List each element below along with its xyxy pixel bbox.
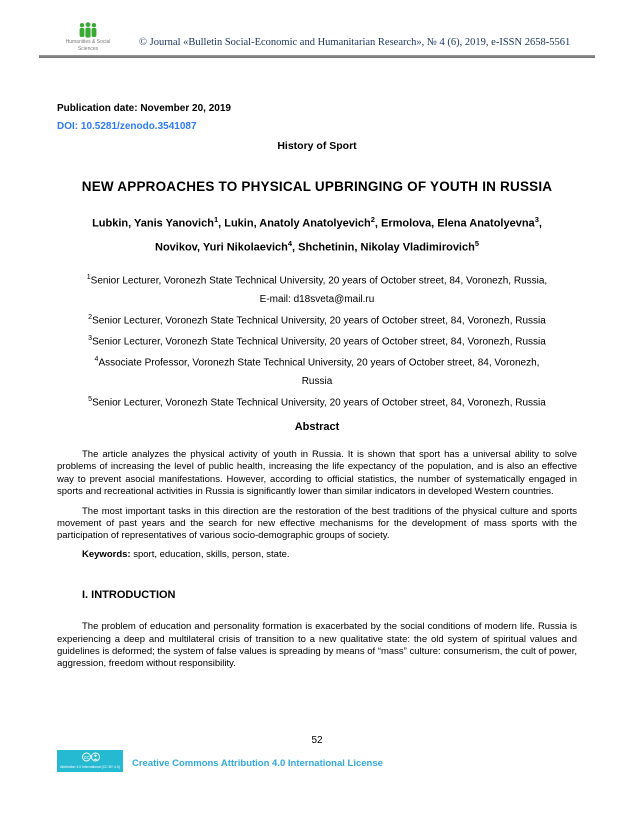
page-number: 52 — [311, 735, 323, 746]
affiliation: $^5$Senior Lecturer, Voronezh State Technical University, 20 years of October street, 84, Voronezh, Russia — [88, 395, 546, 408]
abstract-heading: Abstract — [294, 420, 340, 433]
affiliation: $^4$Associate Professor, Voronezh State Technical University, 20 years of October street, 84, Voronezh, Russia — [94, 356, 540, 387]
publication-date: Publication date: November 20, 2019 — [57, 103, 231, 114]
author-name: Lukin, Anatoly Anatolyevich — [224, 217, 371, 230]
authors — [20, 210, 614, 257]
affiliation-number: 2 — [88, 313, 93, 321]
affiliation: $^1$Senior Lecturer, Voronezh State Technical University, 20 years of October street, 84, Voronezh, Russia, E-mail: d18sveta@mail.ru — [86, 274, 548, 305]
affiliation: $^2$Senior Lecturer, Voronezh State Technical University, 20 years of October street, 84, Voronezh, Russia — [88, 313, 546, 326]
author-line: Lubkin, Yanis Yanovich$^1$, Lukin, Anatoly Anatolyevich$^2$, Ermolova, Elena Anatolyevna$^3$, — [92, 215, 542, 230]
author-affiliation-ref: 5 — [474, 238, 479, 248]
journal-section-label: History of Sport — [277, 140, 357, 152]
cc-badge-caption: Attribution 4.0 International (CC BY 4.0) — [60, 765, 120, 770]
author-affiliation-ref: 1 — [213, 215, 219, 224]
keywords-line — [57, 549, 577, 561]
section-heading-introduction: I. INTRODUCTION — [82, 589, 176, 602]
cc-symbol: cc — [83, 755, 90, 761]
author-name: Lubkin, Yanis Yanovich — [92, 217, 214, 230]
keywords-text: sport, education, skills, person, state. — [130, 548, 290, 560]
affiliation-number: 4 — [94, 356, 99, 364]
affiliations — [82, 269, 552, 412]
article-title: NEW APPROACHES TO PHYSICAL UPBRINGING OF YOUTH IN RUSSIA — [81, 179, 553, 194]
author-affiliation-ref: 4 — [287, 238, 293, 248]
article-meta — [57, 102, 577, 153]
author-affiliation-ref: 2 — [370, 215, 375, 224]
abstract-paragraphs — [57, 449, 577, 543]
paragraph: The most important tasks in this direction are the restoration of the best traditions of the physical culture and sports movement of past years and the search for new effective mechanisms for the development of mass sports with the participation of representatives of various socio-demographic groups of society. — [57, 505, 577, 542]
paragraph: The problem of education and personality formation is exacerbated by the social conditions of modern life. Russia is experiencing a deep and multilateral crisis of transition to a new qualitative state: the old system of spiritual values and guidelines is deformed; the system of false values is spreading by means of “mass” culture: consumerism, the cult of power, aggression, freedom without responsibility. — [57, 621, 577, 670]
logo-caption-line1: Humanities & Social — [65, 39, 111, 45]
affiliation: $^3$Senior Lecturer, Voronezh State Technical University, 20 years of October street, 84, Voronezh, Russia — [88, 334, 546, 348]
keywords-label: Keywords: — [82, 548, 131, 560]
doi-link[interactable]: DOI: 10.5281/zenodo.3541087 — [57, 121, 197, 132]
logo-caption-line2: Sciences — [77, 46, 99, 52]
author-name: Shchetinin, Nikolay Vladimirovich — [298, 241, 475, 254]
affiliation-number: 5 — [88, 395, 93, 403]
section-paragraphs — [57, 621, 577, 671]
cc-license-badge[interactable] — [57, 750, 123, 777]
affiliation-number: 1 — [86, 274, 91, 282]
journal-header — [39, 0, 595, 52]
cc-license-link[interactable]: Creative Commons Attribution 4.0 International License — [132, 758, 383, 769]
journal-logo — [53, 22, 123, 52]
affiliation-number: 3 — [88, 334, 93, 342]
author-name: Ermolova, Elena Anatolyevna — [381, 217, 535, 230]
page-footer — [0, 735, 634, 777]
author-affiliation-ref: 3 — [534, 215, 539, 224]
journal-title-line: © Journal «Bulletin Social-Economic and Humanitarian Research», № 4 (6), 2019, e-ISSN 2658-5561 — [139, 37, 571, 48]
header-divider — [39, 55, 595, 58]
people-group-icon — [53, 22, 123, 38]
author-line: Novikov, Yuri Nikolaevich$^4$, Shchetinin, Nikolay Vladimirovich$^5$ — [155, 238, 479, 254]
author-name: Novikov, Yuri Nikolaevich — [155, 241, 288, 254]
paragraph: The article analyzes the physical activity of youth in Russia. It is shown that sport has a universal ability to solve problems of increasing the level of public health, increasing the life expectancy of the population, and is also an effective way to prevent asocial manifestations. However, according to official statistics, the number of systematically engaged in sports and recreational activities in Russia is significantly lower than similar indicators in developed Western countries. — [57, 448, 577, 498]
